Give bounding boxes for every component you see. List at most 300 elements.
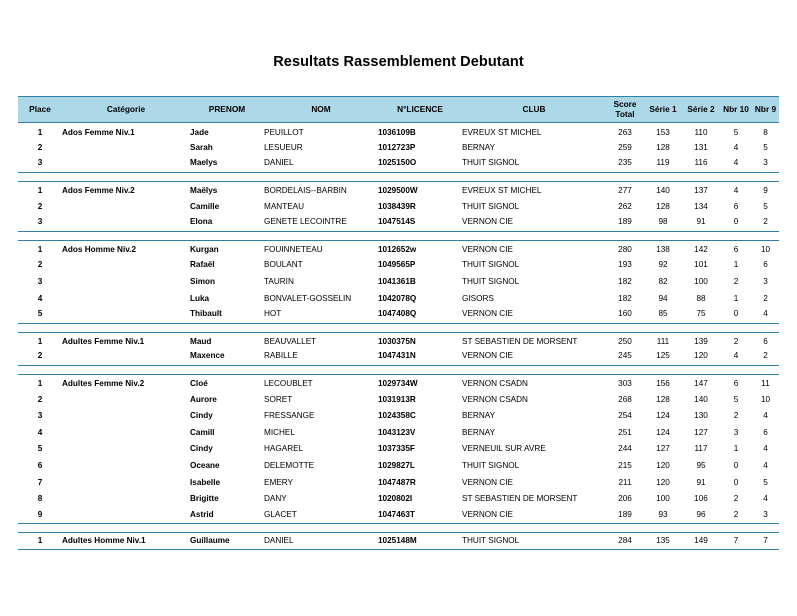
cell-prenom: Cindy bbox=[190, 411, 213, 421]
cell-score-total: 245 bbox=[606, 349, 644, 366]
cell-licence: 1038439R bbox=[378, 201, 416, 211]
cell-nbr-10: 4 bbox=[733, 142, 739, 152]
cell-categorie bbox=[62, 441, 190, 458]
cell-serie-2: 139 bbox=[682, 332, 720, 349]
column-header-score-total: Score Total bbox=[606, 97, 644, 123]
table-row bbox=[18, 507, 779, 524]
cell-categorie bbox=[62, 424, 190, 441]
cell-club: THUIT SIGNOL bbox=[462, 533, 606, 550]
table-body bbox=[18, 123, 779, 550]
cell-categorie bbox=[62, 139, 190, 156]
cell-serie-1: 135 bbox=[644, 533, 682, 550]
cell-serie-1: 128 bbox=[656, 142, 670, 152]
cell-place: 2 bbox=[37, 201, 43, 211]
cell-categorie bbox=[62, 156, 190, 173]
column-header-prenom: PRENOM bbox=[190, 97, 264, 123]
cell-club: GISORS bbox=[462, 293, 494, 303]
cell-licence: 1012652w bbox=[378, 240, 462, 257]
cell-nbr-9: 5 bbox=[763, 201, 768, 211]
cell-licence: 1049565P bbox=[378, 260, 416, 270]
table-row bbox=[18, 214, 779, 231]
cell-score-total: 277 bbox=[606, 181, 644, 198]
cell-serie-1: 125 bbox=[644, 349, 682, 366]
page-title: Resultats Rassemblement Debutant bbox=[273, 54, 524, 70]
cell-nbr-9: 2 bbox=[763, 293, 768, 303]
cell-prenom: Guillaume bbox=[190, 533, 264, 550]
cell-serie-2: 75 bbox=[682, 306, 720, 323]
cell-score-total: 250 bbox=[606, 332, 644, 349]
cell-licence: 1043123V bbox=[378, 427, 416, 437]
cell-categorie: Adultes Femme Niv.2 bbox=[62, 374, 190, 391]
table-row bbox=[18, 533, 779, 550]
cell-score-total: 254 bbox=[618, 411, 632, 421]
cell-prenom: Camille bbox=[190, 201, 220, 211]
cell-score-total: 160 bbox=[606, 306, 644, 323]
cell-prenom: Rafaël bbox=[190, 260, 215, 270]
cell-serie-1: 128 bbox=[656, 201, 670, 211]
cell-score-total: 244 bbox=[618, 444, 632, 454]
cell-place: 1 bbox=[18, 240, 62, 257]
cell-nom: MANTEAU bbox=[264, 201, 305, 211]
cell-nbr-10: 0 bbox=[733, 460, 739, 470]
table-row bbox=[18, 490, 779, 507]
cell-categorie: Adultes Homme Niv.1 bbox=[62, 533, 190, 550]
cell-prenom: Jade bbox=[190, 123, 264, 140]
cell-nbr-10: 2 bbox=[720, 507, 752, 524]
cell-nbr-9: 8 bbox=[752, 123, 779, 140]
cell-serie-1: 156 bbox=[644, 374, 682, 391]
cell-nbr-9: 10 bbox=[760, 394, 771, 404]
cell-nbr-9: 6 bbox=[763, 260, 768, 270]
column-header-nom: NOM bbox=[264, 97, 378, 123]
cell-serie-1: 124 bbox=[656, 411, 670, 421]
column-header-club: CLUB bbox=[462, 97, 606, 123]
cell-place: 1 bbox=[18, 123, 62, 140]
cell-prenom: Astrid bbox=[190, 507, 264, 524]
cell-nbr-10: 2 bbox=[733, 277, 739, 287]
cell-licence: 1047431N bbox=[378, 349, 462, 366]
cell-serie-1: 153 bbox=[644, 123, 682, 140]
cell-prenom: Maelys bbox=[190, 156, 264, 173]
cell-nom: GENETE LECOINTRE bbox=[264, 214, 378, 231]
cell-club: THUIT SIGNOL bbox=[462, 201, 520, 211]
cell-nbr-10: 1 bbox=[733, 444, 739, 454]
cell-score-total: 280 bbox=[606, 240, 644, 257]
cell-nom: FOUINNETEAU bbox=[264, 240, 378, 257]
cell-categorie: Ados Femme Niv.1 bbox=[62, 123, 190, 140]
table-row bbox=[18, 441, 779, 458]
cell-prenom: Luka bbox=[190, 293, 210, 303]
cell-serie-2: 95 bbox=[696, 460, 706, 470]
cell-nbr-9: 3 bbox=[763, 277, 768, 287]
cell-serie-1: 98 bbox=[644, 214, 682, 231]
cell-club: BERNAY bbox=[462, 142, 496, 152]
cell-club: VERNON CIE bbox=[462, 349, 606, 366]
group-spacer bbox=[18, 323, 779, 332]
table-header-row bbox=[18, 97, 779, 123]
cell-serie-2: 91 bbox=[682, 214, 720, 231]
cell-nbr-9: 6 bbox=[752, 332, 779, 349]
cell-place: 3 bbox=[18, 214, 62, 231]
cell-nbr-10: 1 bbox=[733, 260, 739, 270]
cell-categorie bbox=[62, 490, 190, 507]
cell-score-total: 189 bbox=[606, 507, 644, 524]
cell-nom: GLACET bbox=[264, 507, 378, 524]
cell-serie-2: 91 bbox=[696, 477, 706, 487]
cell-club: EVREUX ST MICHEL bbox=[462, 123, 606, 140]
cell-serie-2: 127 bbox=[694, 427, 708, 437]
cell-categorie bbox=[62, 457, 190, 474]
cell-serie-1: 128 bbox=[656, 394, 670, 404]
cell-nbr-9: 4 bbox=[763, 444, 768, 454]
cell-nbr-9: 4 bbox=[763, 411, 768, 421]
group-spacer-cell bbox=[18, 231, 779, 240]
cell-place: 8 bbox=[37, 494, 43, 504]
cell-categorie bbox=[62, 507, 190, 524]
cell-licence: 1012723P bbox=[378, 142, 416, 152]
cell-serie-1: 119 bbox=[644, 156, 682, 173]
cell-categorie bbox=[62, 257, 190, 274]
column-header-nbr-10: Nbr 10 bbox=[720, 97, 752, 123]
cell-categorie bbox=[62, 349, 190, 366]
cell-place: 2 bbox=[37, 260, 43, 270]
cell-serie-2: 134 bbox=[694, 201, 708, 211]
cell-licence: 1042078Q bbox=[378, 293, 417, 303]
cell-prenom: Aurore bbox=[190, 394, 217, 404]
cell-nbr-9: 9 bbox=[752, 181, 779, 198]
cell-prenom: Sarah bbox=[190, 142, 213, 152]
cell-place: 5 bbox=[37, 444, 43, 454]
cell-club: VERNON CSADN bbox=[462, 394, 528, 404]
cell-place: 6 bbox=[37, 460, 43, 470]
cell-nom: DANY bbox=[264, 494, 287, 504]
cell-nbr-9: 11 bbox=[752, 374, 779, 391]
cell-nbr-9: 2 bbox=[752, 214, 779, 231]
cell-categorie bbox=[62, 407, 190, 424]
cell-nbr-10: 3 bbox=[733, 427, 739, 437]
cell-nbr-9: 5 bbox=[763, 477, 768, 487]
cell-nom: HAGAREL bbox=[264, 444, 304, 454]
group-spacer-cell bbox=[18, 172, 779, 181]
column-header-licence: N°LICENCE bbox=[378, 97, 462, 123]
cell-nbr-10: 4 bbox=[720, 349, 752, 366]
cell-serie-1: 120 bbox=[656, 460, 670, 470]
column-header-serie-2: Série 2 bbox=[682, 97, 720, 123]
cell-serie-1: 138 bbox=[644, 240, 682, 257]
cell-serie-2: 101 bbox=[694, 260, 708, 270]
cell-prenom: Cindy bbox=[190, 444, 213, 454]
table-row bbox=[18, 306, 779, 323]
cell-nbr-10: 4 bbox=[720, 156, 752, 173]
group-spacer bbox=[18, 231, 779, 240]
cell-licence: 1047514S bbox=[378, 214, 462, 231]
cell-score-total: 284 bbox=[606, 533, 644, 550]
cell-licence: 1047463T bbox=[378, 507, 462, 524]
cell-place: 1 bbox=[18, 374, 62, 391]
cell-nom: FRESSANGE bbox=[264, 411, 315, 421]
cell-licence: 1025148M bbox=[378, 533, 462, 550]
cell-licence: 1036109B bbox=[378, 123, 462, 140]
column-header-serie-1: Série 1 bbox=[644, 97, 682, 123]
cell-score-total: 189 bbox=[606, 214, 644, 231]
cell-club: VERNON CIE bbox=[462, 477, 513, 487]
cell-prenom: Maxence bbox=[190, 349, 264, 366]
cell-nom: DANIEL bbox=[264, 156, 378, 173]
cell-club: THUIT SIGNOL bbox=[462, 277, 520, 287]
cell-nbr-10: 6 bbox=[733, 201, 739, 211]
cell-nom: PEUILLOT bbox=[264, 123, 378, 140]
cell-club: VERNON CIE bbox=[462, 240, 606, 257]
cell-serie-2: 131 bbox=[694, 142, 708, 152]
cell-serie-2: 110 bbox=[682, 123, 720, 140]
cell-nom: LECOUBLET bbox=[264, 374, 378, 391]
table-row bbox=[18, 290, 779, 307]
cell-place: 4 bbox=[37, 293, 43, 303]
cell-prenom: Elona bbox=[190, 214, 264, 231]
cell-club: VERNON CIE bbox=[462, 214, 606, 231]
cell-club: BERNAY bbox=[462, 427, 496, 437]
cell-categorie bbox=[62, 306, 190, 323]
cell-categorie: Ados Homme Niv.2 bbox=[62, 240, 190, 257]
cell-place: 2 bbox=[18, 349, 62, 366]
cell-score-total: 193 bbox=[618, 260, 632, 270]
cell-place: 1 bbox=[18, 181, 62, 198]
group-spacer-cell bbox=[18, 365, 779, 374]
cell-serie-2: 117 bbox=[694, 444, 708, 454]
cell-nbr-9: 10 bbox=[752, 240, 779, 257]
cell-score-total: 251 bbox=[618, 427, 632, 437]
cell-nom: HOT bbox=[264, 306, 378, 323]
cell-categorie bbox=[62, 198, 190, 215]
table-row bbox=[18, 374, 779, 391]
cell-nom: EMERY bbox=[264, 477, 293, 487]
cell-licence: 1047487R bbox=[378, 477, 416, 487]
cell-licence: 1031913R bbox=[378, 394, 416, 404]
cell-serie-2: 130 bbox=[694, 411, 708, 421]
cell-serie-2: 96 bbox=[682, 507, 720, 524]
cell-nom: BONVALET-GOSSELIN bbox=[264, 293, 352, 303]
cell-club: ST SEBASTIEN DE MORSENT bbox=[462, 332, 606, 349]
cell-place: 2 bbox=[37, 142, 43, 152]
table-row bbox=[18, 457, 779, 474]
cell-nbr-9: 4 bbox=[752, 306, 779, 323]
cell-nbr-9: 6 bbox=[763, 427, 768, 437]
cell-nom: DELEMOTTE bbox=[264, 460, 315, 470]
cell-nbr-9: 3 bbox=[752, 507, 779, 524]
cell-categorie bbox=[62, 290, 190, 307]
cell-place: 5 bbox=[18, 306, 62, 323]
cell-score-total: 182 bbox=[618, 293, 632, 303]
cell-score-total: 211 bbox=[618, 477, 632, 487]
cell-licence: 1025150O bbox=[378, 156, 462, 173]
table-row bbox=[18, 332, 779, 349]
cell-score-total: 182 bbox=[618, 277, 632, 287]
column-header-place: Place bbox=[18, 97, 62, 123]
cell-place: 2 bbox=[37, 394, 43, 404]
cell-prenom: Oceane bbox=[190, 460, 220, 470]
cell-prenom: Simon bbox=[190, 277, 216, 287]
cell-prenom: Maëlys bbox=[190, 181, 264, 198]
cell-nbr-10: 4 bbox=[720, 181, 752, 198]
cell-nom: BOULANT bbox=[264, 260, 303, 270]
cell-licence: 1029500W bbox=[378, 181, 462, 198]
cell-prenom: Brigitte bbox=[190, 494, 219, 504]
cell-licence: 1030375N bbox=[378, 332, 462, 349]
cell-serie-1: 94 bbox=[658, 293, 668, 303]
cell-serie-1: 85 bbox=[644, 306, 682, 323]
cell-serie-1: 82 bbox=[658, 277, 668, 287]
cell-place: 1 bbox=[18, 332, 62, 349]
cell-club: ST SEBASTIEN DE MORSENT bbox=[462, 494, 578, 504]
cell-nbr-10: 0 bbox=[733, 477, 739, 487]
cell-licence: 1047408Q bbox=[378, 306, 462, 323]
group-spacer bbox=[18, 365, 779, 374]
cell-nbr-9: 7 bbox=[752, 533, 779, 550]
cell-prenom: Cloé bbox=[190, 374, 264, 391]
cell-serie-1: 100 bbox=[656, 494, 670, 504]
results-table bbox=[18, 96, 779, 550]
cell-prenom: Maud bbox=[190, 332, 264, 349]
cell-nbr-10: 0 bbox=[720, 306, 752, 323]
table-row bbox=[18, 424, 779, 441]
cell-nbr-10: 2 bbox=[733, 494, 739, 504]
cell-serie-2: 147 bbox=[682, 374, 720, 391]
cell-licence: 1020802I bbox=[378, 494, 413, 504]
group-spacer-cell bbox=[18, 323, 779, 332]
table-row bbox=[18, 257, 779, 274]
cell-serie-2: 100 bbox=[694, 277, 708, 287]
cell-nbr-10: 6 bbox=[720, 374, 752, 391]
cell-nom: MICHEL bbox=[264, 427, 295, 437]
cell-nbr-10: 2 bbox=[733, 411, 739, 421]
table-row bbox=[18, 123, 779, 140]
cell-score-total: 235 bbox=[606, 156, 644, 173]
cell-club: BERNAY bbox=[462, 411, 496, 421]
cell-prenom: Camill bbox=[190, 427, 215, 437]
table-row bbox=[18, 474, 779, 491]
group-spacer bbox=[18, 524, 779, 533]
cell-club: VERNEUIL SUR AVRE bbox=[462, 444, 546, 454]
cell-club: EVREUX ST MICHEL bbox=[462, 181, 606, 198]
cell-nbr-9: 5 bbox=[763, 142, 768, 152]
cell-club: THUIT SIGNOL bbox=[462, 156, 606, 173]
table-row bbox=[18, 181, 779, 198]
cell-nbr-9: 2 bbox=[752, 349, 779, 366]
cell-nbr-9: 4 bbox=[763, 494, 768, 504]
cell-serie-1: 120 bbox=[656, 477, 670, 487]
group-spacer-cell bbox=[18, 524, 779, 533]
cell-serie-1: 140 bbox=[644, 181, 682, 198]
table-row bbox=[18, 273, 779, 290]
cell-serie-2: 142 bbox=[682, 240, 720, 257]
cell-place: 3 bbox=[37, 411, 43, 421]
cell-club: VERNON CSADN bbox=[462, 374, 606, 391]
cell-score-total: 215 bbox=[618, 460, 632, 470]
table-header bbox=[18, 97, 779, 123]
cell-serie-2: 140 bbox=[694, 394, 708, 404]
cell-place: 9 bbox=[18, 507, 62, 524]
cell-club: THUIT SIGNOL bbox=[462, 260, 520, 270]
cell-serie-1: 93 bbox=[644, 507, 682, 524]
cell-nom: BEAUVALLET bbox=[264, 332, 378, 349]
cell-serie-1: 111 bbox=[644, 332, 682, 349]
column-header-nbr-9: Nbr 9 bbox=[752, 97, 779, 123]
table-row bbox=[18, 139, 779, 156]
cell-club: VERNON CIE bbox=[462, 507, 606, 524]
cell-nbr-10: 0 bbox=[720, 214, 752, 231]
cell-licence: 1041361B bbox=[378, 277, 416, 287]
cell-categorie bbox=[62, 273, 190, 290]
group-spacer bbox=[18, 172, 779, 181]
cell-serie-2: 88 bbox=[696, 293, 706, 303]
cell-nbr-10: 5 bbox=[733, 394, 739, 404]
cell-nbr-10: 1 bbox=[733, 293, 739, 303]
document-page bbox=[0, 54, 797, 616]
cell-licence: 1037335F bbox=[378, 444, 415, 454]
cell-nbr-10: 2 bbox=[720, 332, 752, 349]
cell-prenom: Kurgan bbox=[190, 240, 264, 257]
table-row bbox=[18, 240, 779, 257]
cell-prenom: Isabelle bbox=[190, 477, 221, 487]
cell-nom: DANIEL bbox=[264, 533, 378, 550]
cell-club: VERNON CIE bbox=[462, 306, 606, 323]
cell-nbr-10: 5 bbox=[720, 123, 752, 140]
cell-score-total: 262 bbox=[618, 201, 632, 211]
cell-serie-1: 92 bbox=[658, 260, 668, 270]
cell-score-total: 268 bbox=[618, 394, 632, 404]
cell-serie-2: 149 bbox=[682, 533, 720, 550]
cell-licence: 1029827L bbox=[378, 460, 415, 470]
cell-categorie bbox=[62, 474, 190, 491]
cell-place: 1 bbox=[18, 533, 62, 550]
cell-licence: 1029734W bbox=[378, 374, 462, 391]
cell-serie-2: 120 bbox=[682, 349, 720, 366]
cell-score-total: 206 bbox=[618, 494, 632, 504]
cell-nom: BORDELAIS--BARBIN bbox=[264, 181, 378, 198]
cell-place: 7 bbox=[37, 477, 43, 487]
cell-place: 3 bbox=[37, 277, 43, 287]
cell-serie-1: 124 bbox=[656, 427, 670, 437]
cell-place: 4 bbox=[37, 427, 43, 437]
cell-nom: RABILLE bbox=[264, 349, 378, 366]
cell-prenom: Thibault bbox=[190, 306, 264, 323]
cell-serie-2: 106 bbox=[694, 494, 708, 504]
cell-categorie bbox=[62, 214, 190, 231]
cell-nom: SORET bbox=[264, 394, 293, 404]
cell-club: THUIT SIGNOL bbox=[462, 460, 520, 470]
cell-serie-2: 116 bbox=[682, 156, 720, 173]
table-row bbox=[18, 349, 779, 366]
cell-nbr-9: 3 bbox=[752, 156, 779, 173]
cell-licence: 1024358C bbox=[378, 411, 416, 421]
table-row bbox=[18, 391, 779, 408]
cell-score-total: 263 bbox=[606, 123, 644, 140]
table-row bbox=[18, 407, 779, 424]
cell-serie-2: 137 bbox=[682, 181, 720, 198]
column-header-categorie: Catégorie bbox=[62, 97, 190, 123]
cell-score-total: 259 bbox=[618, 142, 632, 152]
cell-categorie: Adultes Femme Niv.1 bbox=[62, 332, 190, 349]
cell-nom: LESUEUR bbox=[264, 142, 303, 152]
cell-score-total: 303 bbox=[606, 374, 644, 391]
cell-serie-1: 127 bbox=[656, 444, 670, 454]
table-row bbox=[18, 198, 779, 215]
cell-place: 3 bbox=[18, 156, 62, 173]
cell-categorie bbox=[62, 391, 190, 408]
cell-nbr-10: 7 bbox=[720, 533, 752, 550]
cell-nom: TAURIN bbox=[264, 277, 294, 287]
table-row bbox=[18, 156, 779, 173]
